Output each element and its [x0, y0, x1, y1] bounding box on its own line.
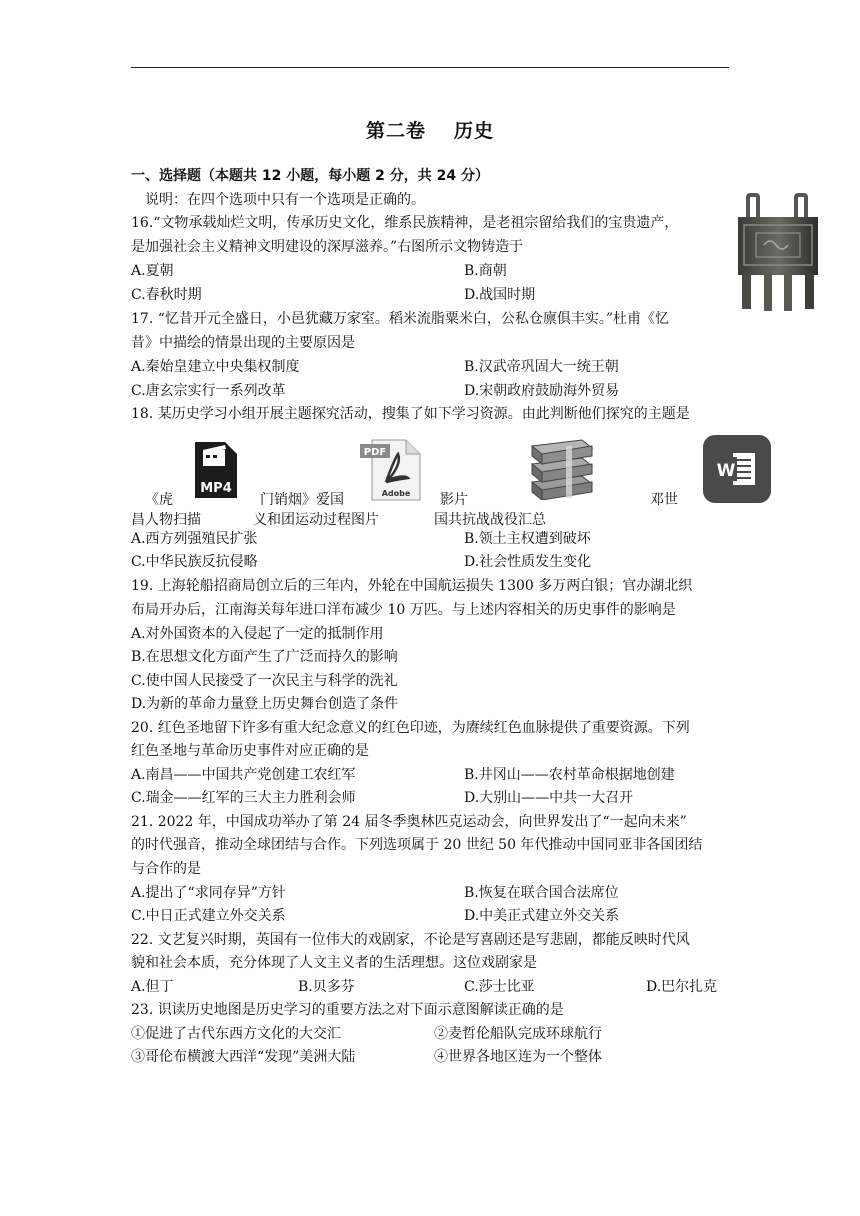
- q20-option-b: B.井冈山——农村革命根据地创建: [464, 767, 675, 783]
- q22-stem-line2: 貌和社会本质，充分体现了人文主义者的生活理想。这位戏剧家是: [131, 955, 537, 971]
- q18-resource-2b: 义和团运动过程图片: [253, 512, 379, 528]
- q23-stem-line1: 23. 识读历史地图是历史学习的重要方法之对下面示意图解读正确的是: [131, 1002, 564, 1018]
- q18-option-d: D.社会性质发生变化: [464, 554, 592, 570]
- q16-option-d: D.战国时期: [464, 287, 536, 303]
- q20-option-a: A.南昌——中国共产党创建工农红军: [131, 767, 356, 783]
- q18-resource-1b: 昌人物扫描: [131, 512, 201, 528]
- q16-stem-line2: 是加强社会主义精神文明建设的深厚滋养。”右图所示文物铸造于: [131, 239, 524, 255]
- q18-stem-line1: 18. 某历史学习小组开展主题探究活动，搜集了如下学习资源。由此判断他们探究的主题是: [131, 406, 690, 422]
- q16-option-b: B.商朝: [464, 263, 507, 279]
- archive-books-icon: [526, 438, 598, 500]
- q18-option-b: B.领土主权遭到破坏: [464, 531, 591, 547]
- q21-stem-line1: 21. 2022 年，中国成功举办了第 24 届冬季奥林匹克运动会，向世界发出了“一起向未来”: [131, 814, 687, 830]
- q23-statement-2: ②麦哲伦船队完成环球航行: [434, 1026, 602, 1042]
- q19-stem-line2: 布局开办后，江南海关每年进口洋布减少 10 万匹。与上述内容相关的历史事件的影响是: [131, 602, 676, 618]
- q18-resource-2a: 门销烟》爱国: [260, 492, 344, 508]
- q22-option-c: C.莎士比亚: [464, 979, 535, 995]
- pdf-icon-label: PDF: [363, 447, 387, 458]
- q18-resource-3b: 国共抗战战役汇总: [434, 512, 546, 528]
- page-title: [0, 116, 860, 143]
- q19-option-a: A.对外国资本的入侵起了一定的抵制作用: [131, 626, 384, 642]
- q18-resource-3a: 影片: [440, 492, 468, 508]
- mp4-icon-label: MP4: [200, 481, 232, 496]
- q23-statement-3: ③哥伦布横渡大西洋“发现”美洲大陆: [131, 1049, 356, 1065]
- q22-stem-line1: 22. 文艺复兴时期，英国有一位伟大的戏剧家，不论是写喜剧还是写悲剧，都能反映时代风: [131, 932, 690, 948]
- q20-option-c: C.瑞金——红军的三大主力胜利会师: [131, 790, 356, 806]
- bronze-ding-image: [734, 193, 822, 313]
- q21-stem-line3: 与合作的是: [131, 861, 201, 877]
- q18-option-a: A.西方列强殖民扩张: [131, 531, 258, 547]
- q17-option-b: B.汉武帝巩固大一统王朝: [464, 359, 619, 375]
- pdf-file-icon: [360, 438, 422, 502]
- q21-stem-line2: 的时代强音，推动全球团结与合作。下列选项属于 20 世纪 50 年代推动中国同亚非各国团结: [131, 837, 703, 853]
- q18-resource-4a: 邓世: [650, 492, 678, 508]
- q22-option-a: A.但丁: [131, 979, 174, 995]
- q17-option-d: D.宋朝政府鼓励海外贸易: [464, 383, 620, 399]
- q19-stem-line1: 19. 上海轮船招商局创立后的三年内，外轮在中国航运损失 1300 多万两白银；官办湖北织: [131, 578, 693, 594]
- q18-resource-1a: 《虎: [145, 492, 173, 508]
- q19-option-c: C.使中国人民接受了一次民主与科学的洗礼: [131, 673, 398, 689]
- q16-stem-line1: 16.“文物承载灿烂文明，传承历史文化，维系民族精神，是老祖宗留给我们的宝贵遗产，: [131, 215, 679, 231]
- q16-option-a: A.夏朝: [131, 263, 174, 279]
- q21-option-c: C.中日正式建立外交关系: [131, 908, 286, 924]
- q19-option-b: B.在思想文化方面产生了广泛而持久的影响: [131, 649, 398, 665]
- mp4-file-icon: [191, 440, 241, 500]
- word-document-icon: [703, 435, 771, 503]
- q20-option-d: D.大别山——中共一大召开: [464, 790, 634, 806]
- pdf-icon-sublabel: Adobe: [381, 489, 411, 498]
- q21-option-d: D.中美正式建立外交关系: [464, 908, 620, 924]
- q22-option-d: D.巴尔扎克: [646, 979, 718, 995]
- word-icon-label: W: [716, 461, 736, 481]
- q19-option-d: D.为新的革命力量登上历史舞台创造了条件: [131, 696, 399, 712]
- section-heading: 一、选择题（本题共 12 小题，每小题 2 分，共 24 分）: [131, 168, 489, 184]
- section-note: 说明：在四个选项中只有一个选项是正确的。: [145, 192, 425, 208]
- q23-statement-4: ④世界各地区连为一个整体: [434, 1049, 602, 1065]
- q21-option-b: B.恢复在联合国合法席位: [464, 885, 619, 901]
- q18-option-c: C.中华民族反抗侵略: [131, 554, 258, 570]
- q17-stem-line1: 17. “忆昔开元全盛日，小邑犹藏万家室。稻米流脂粟米白，公私仓廪俱丰实。”杜甫《忆: [131, 311, 670, 327]
- header-rule: [131, 67, 729, 68]
- q20-stem-line2: 红色圣地与革命历史事件对应正确的是: [131, 743, 369, 759]
- q17-option-c: C.唐玄宗实行一系列改革: [131, 383, 286, 399]
- q20-stem-line1: 20. 红色圣地留下许多有重大纪念意义的红色印迹，为赓续红色血脉提供了重要资源。下列: [131, 720, 690, 736]
- q23-statement-1: ①促进了古代东西方文化的大交汇: [131, 1026, 341, 1042]
- title-part-1: 第二卷: [365, 120, 426, 142]
- q17-stem-line2: 昔》中描绘的情景出现的主要原因是: [131, 335, 355, 351]
- q22-option-b: B.贝多芬: [298, 979, 355, 995]
- q21-option-a: A.提出了“求同存异”方针: [131, 885, 286, 901]
- q16-option-c: C.春秋时期: [131, 287, 202, 303]
- q17-option-a: A.秦始皇建立中央集权制度: [131, 359, 300, 375]
- title-part-2: 历史: [454, 120, 495, 142]
